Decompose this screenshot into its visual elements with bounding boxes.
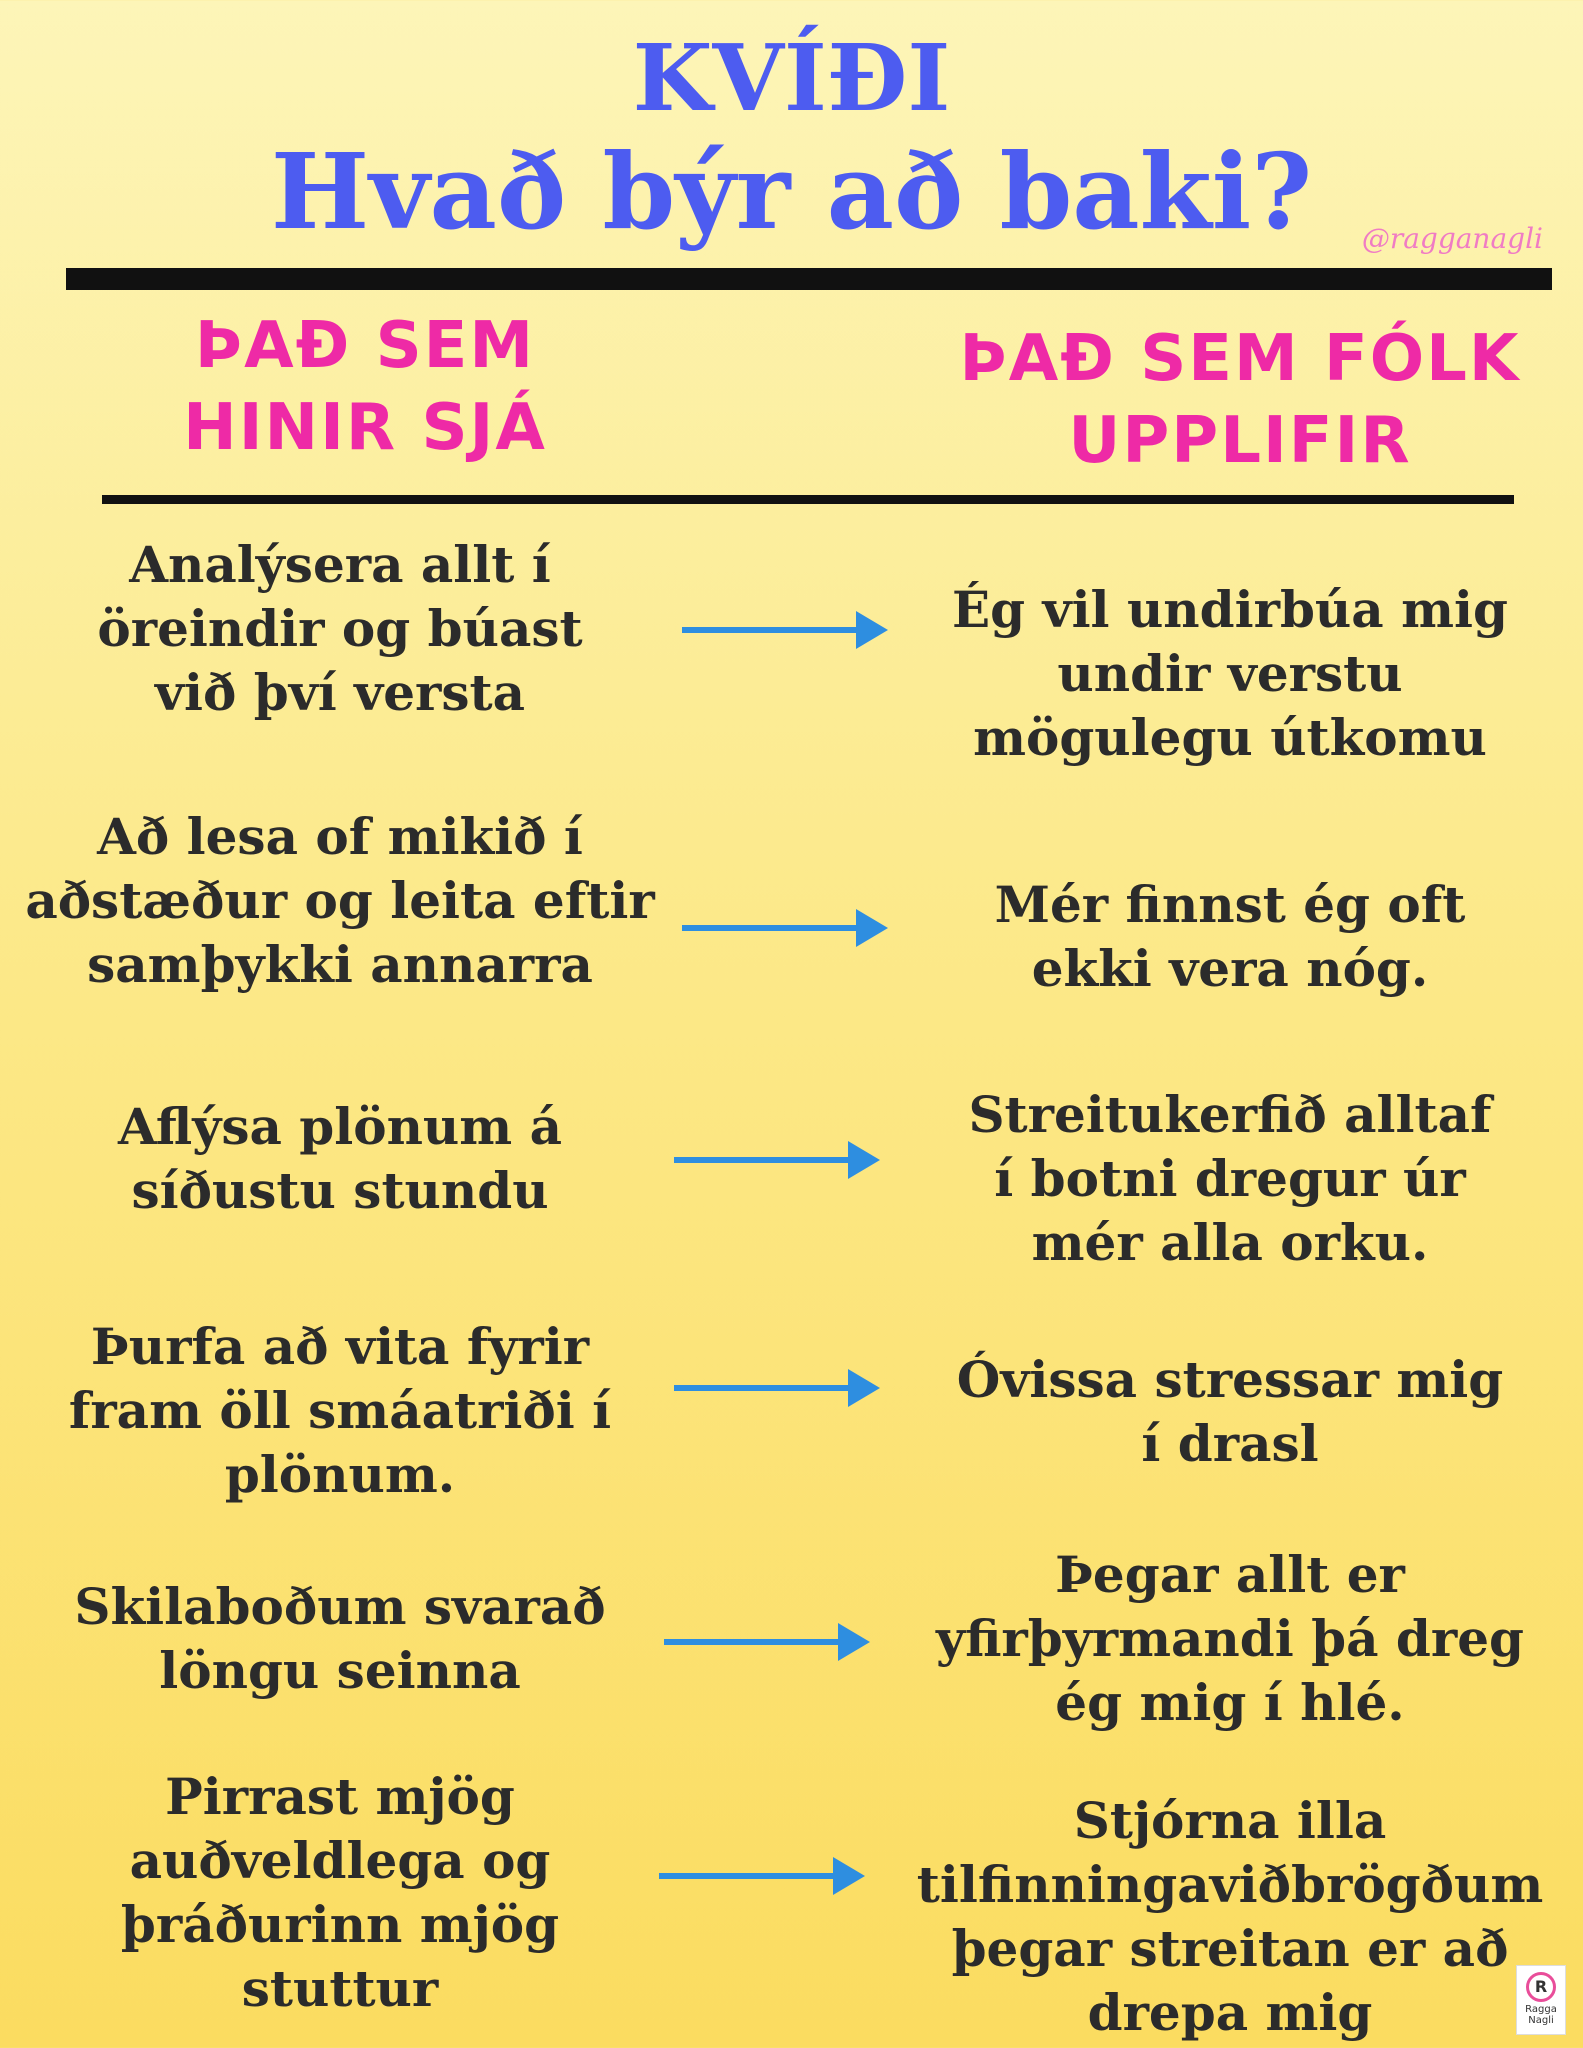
- row-6-right-text: Stjórna illa tilfinningaviðbrögðum þegar streitan er að drepa mig: [916, 1791, 1544, 2042]
- right-arrow-icon: [680, 903, 890, 953]
- logo-line-1: Ragga: [1525, 2004, 1557, 2015]
- ragga-nagli-logo: [1516, 1965, 1566, 2035]
- row-6-left-text: Pirrast mjög auðveldlega og þráðurinn mjög stuttur: [120, 1767, 560, 2018]
- right-arrow-icon: [680, 605, 890, 655]
- row-1-left-text: Analýsera allt í öreindir og búast við því versta: [97, 535, 583, 722]
- top-divider: [66, 268, 1552, 290]
- row-4-right-text: Óvissa stressar mig í drasl: [956, 1350, 1504, 1473]
- right-arrow-icon: [672, 1135, 882, 1185]
- row-3-left-text: Aflýsa plönum á síðustu stundu: [118, 1097, 562, 1220]
- row-2-left-text: Að lesa of mikið í aðstæður og leita eftir samþykki annarra: [25, 807, 655, 994]
- row-1-right-text: Ég vil undirbúa mig undir verstu mögulegu útkomu: [952, 580, 1508, 767]
- row-2-right-text: Mér finnst ég oft ekki vera nóg.: [994, 875, 1466, 998]
- row-5-left-text: Skilaboðum svarað löngu seinna: [74, 1577, 606, 1700]
- left-column-heading: ÞAÐ SEM HINIR SJÁ: [183, 309, 547, 465]
- logo-line-2: Nagli: [1528, 2015, 1554, 2026]
- author-handle: @ragganagli: [1361, 222, 1543, 255]
- row-5-right-text: Þegar allt er yfirþyrmandi þá dreg ég mig í hlé.: [936, 1545, 1524, 1732]
- row-4-left-text: Þurfa að vita fyrir fram öll smáatriði í plönum.: [68, 1317, 612, 1504]
- row-3-right-text: Streitukerfið alltaf í botni dregur úr mér alla orku.: [968, 1085, 1492, 1272]
- right-arrow-icon: [662, 1617, 872, 1667]
- right-arrow-icon: [657, 1851, 867, 1901]
- logo-r-icon: R: [1526, 1972, 1556, 2002]
- title-line-2: Hvað býr að baki?: [270, 130, 1313, 253]
- right-arrow-icon: [672, 1363, 882, 1413]
- title-line-1: KVÍÐI: [632, 24, 951, 132]
- heading-divider: [102, 495, 1514, 504]
- right-column-heading: ÞAÐ SEM FÓLK UPPLIFIR: [959, 322, 1521, 478]
